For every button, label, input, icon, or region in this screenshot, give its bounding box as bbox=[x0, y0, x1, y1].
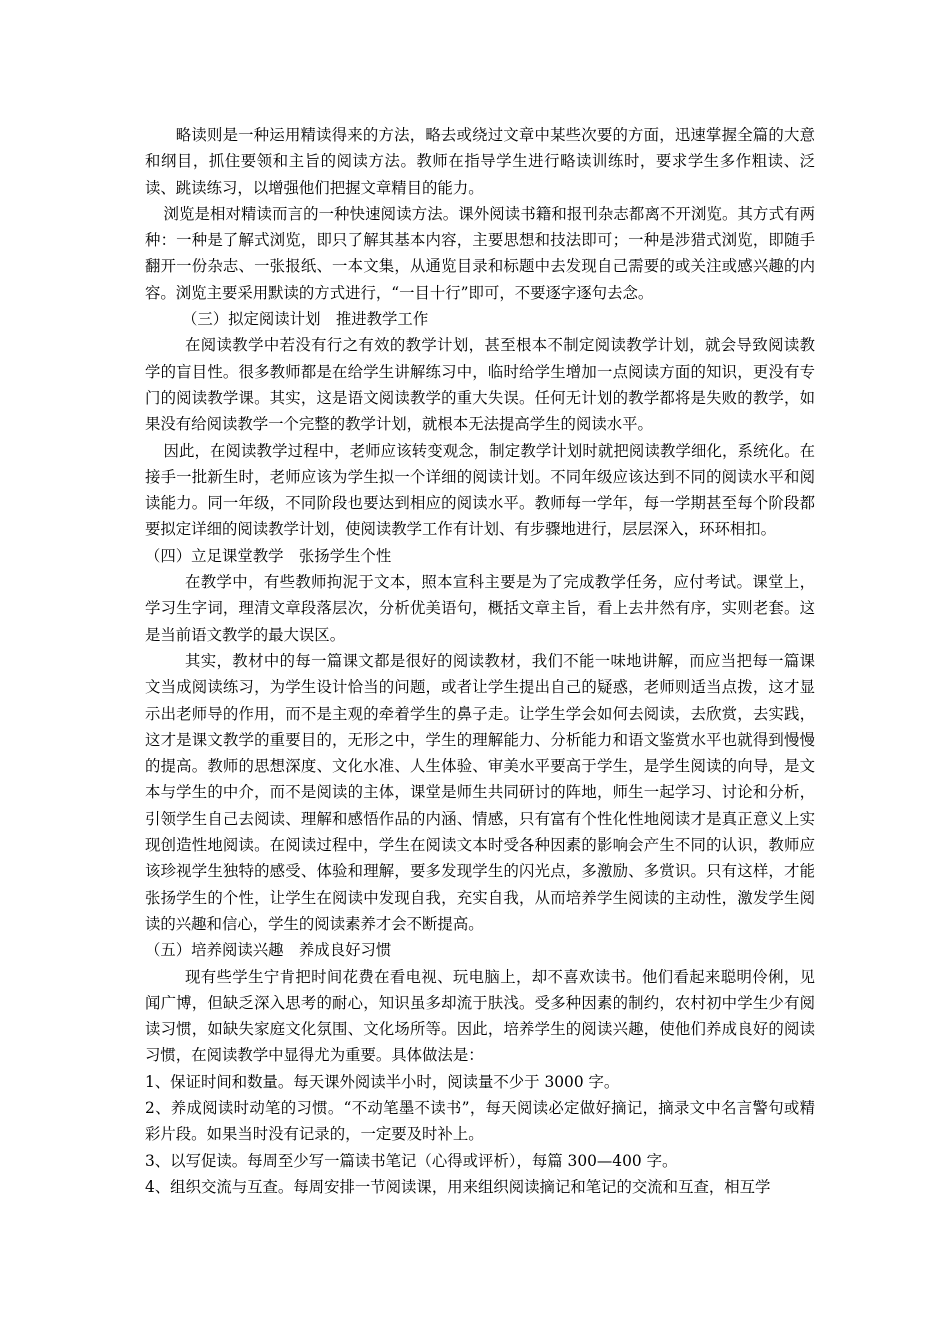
section-heading-5: （五）培养阅读兴趣 养成良好习惯 bbox=[145, 941, 392, 960]
list-item-3: 3、以写促读。每周至少写一篇读书笔记（心得或评析），每篇 300—400 字。 bbox=[145, 1151, 678, 1170]
section-heading-4: （四）立足课堂教学 张扬学生个性 bbox=[145, 546, 392, 565]
paragraph-classroom-1: 在教学中，有些教师拘泥于文本，照本宣科主要是为了完成教学任务，应付考试。课堂上，学习生字词，理清文章段落层次，分析优美语句，概括文章主旨，看上去井然有序，实则老套。这是当前语文教学的最大误区。 bbox=[145, 573, 815, 644]
document-page bbox=[145, 122, 815, 1200]
paragraph-browsing: 浏览是相对精读而言的一种快速阅读方法。课外阅读书籍和报刊杂志都离不开浏览。其方式有两种：一种是了解式浏览，即只了解其基本内容，主要思想和技法即可；一种是涉猎式浏览，即随手翻开一份杂志、一张报纸、一本文集，从通览目录和标题中去发现自己需要的或关注或感兴趣的内容。浏览主要采用默读的方式进行，“一目十行”即可，不要逐字逐句去念。 bbox=[145, 204, 815, 302]
list-item-2: 2、养成阅读时动笔的习惯。“不动笔墨不读书”，每天阅读必定做好摘记，摘录文中名言警句或精彩片段。如果当时没有记录的，一定要及时补上。 bbox=[145, 1098, 815, 1144]
paragraph-plan-1: 在阅读教学中若没有行之有效的教学计划，甚至根本不制定阅读教学计划，就会导致阅读教学的盲目性。很多教师都是在给学生讲解练习中，临时给学生增加一点阅读方面的知识，更没有专门的阅读教学课。其实，这是语文阅读教学的重大失误。任何无计划的教学都将是失败的教学，如果没有给阅读教学一个完整的教学计划，就根本无法提高学生的阅读水平。 bbox=[145, 336, 815, 434]
paragraph-classroom-2: 其实，教材中的每一篇课文都是很好的阅读教材，我们不能一味地讲解，而应当把每一篇课文当成阅读练习，为学生设计恰当的问题，或者让学生提出自己的疑惑，老师则适当点拨，这才显示出老师导的作用，而不是主观的牵着学生的鼻子走。让学生学会如何去阅读，去欣赏，去实践，这才是课文教学的重要目的，无形之中，学生的理解能力、分析能力和语文鉴赏水平也就得到慢慢的提高。教师的思想深度、文化水准、人生体验、审美水平要高于学生，是学生阅读的向导，是文本与学生的中介，而不是阅读的主体，课堂是师生共同研讨的阵地，师生一起学习、讨论和分析，引领学生自己去阅读、理解和感悟作品的内涵、情感，只有富有个性化性地阅读才是真正意义上实现创造性地阅读。在阅读过程中，学生在阅读文本时受各种因素的影响会产生不同的认识，教师应该珍视学生独特的感受、体验和理解，要多发现学生的闪光点，多激励、多赏识。只有这样，才能张扬学生的个性，让学生在阅读中发现自我，充实自我，从而培养学生阅读的主动性，激发学生阅读的兴趣和信心，学生的阅读素养才会不断提高。 bbox=[145, 651, 815, 933]
paragraph-interest-1: 现有些学生宁肯把时间花费在看电视、玩电脑上，却不喜欢读书。他们看起来聪明伶俐，见闻广博，但缺乏深入思考的耐心，知识虽多却流于肤浅。受多种因素的制约，农村初中学生少有阅读习惯，如缺失家庭文化氛围、文化场所等。因此，培养学生的阅读兴趣，使他们养成良好的阅读习惯，在阅读教学中显得尤为重要。具体做法是： bbox=[145, 967, 815, 1065]
section-heading-3: （三）拟定阅读计划 推进教学工作 bbox=[181, 310, 429, 329]
paragraph-skimming: 略读则是一种运用精读得来的方法，略去或绕过文章中某些次要的方面，迅速掌握全篇的大意和纲目，抓住要领和主旨的阅读方法。教师在指导学生进行略读训练时，要求学生多作粗读、泛读、跳读练习，以增强他们把握文章精目的能力。 bbox=[145, 126, 815, 197]
paragraph-plan-2: 因此，在阅读教学过程中，老师应该转变观念，制定教学计划时就把阅读教学细化，系统化。在接手一批新生时，老师应该为学生拟一个详细的阅读计划。不同年级应该达到不同的阅读水平和阅读能力。同一年级，不同阶段也要达到相应的阅读水平。教师每一学年，每一学期甚至每个阶段都要拟定详细的阅读教学计划，使阅读教学工作有计划、有步骤地进行，层层深入，环环相扣。 bbox=[145, 441, 815, 539]
list-item-1: 1、保证时间和数量。每天课外阅读半小时，阅读量不少于 3000 字。 bbox=[145, 1072, 620, 1091]
list-item-4: 4、组织交流与互查。每周安排一节阅读课，用来组织阅读摘记和笔记的交流和互查，相互学 bbox=[145, 1177, 771, 1196]
